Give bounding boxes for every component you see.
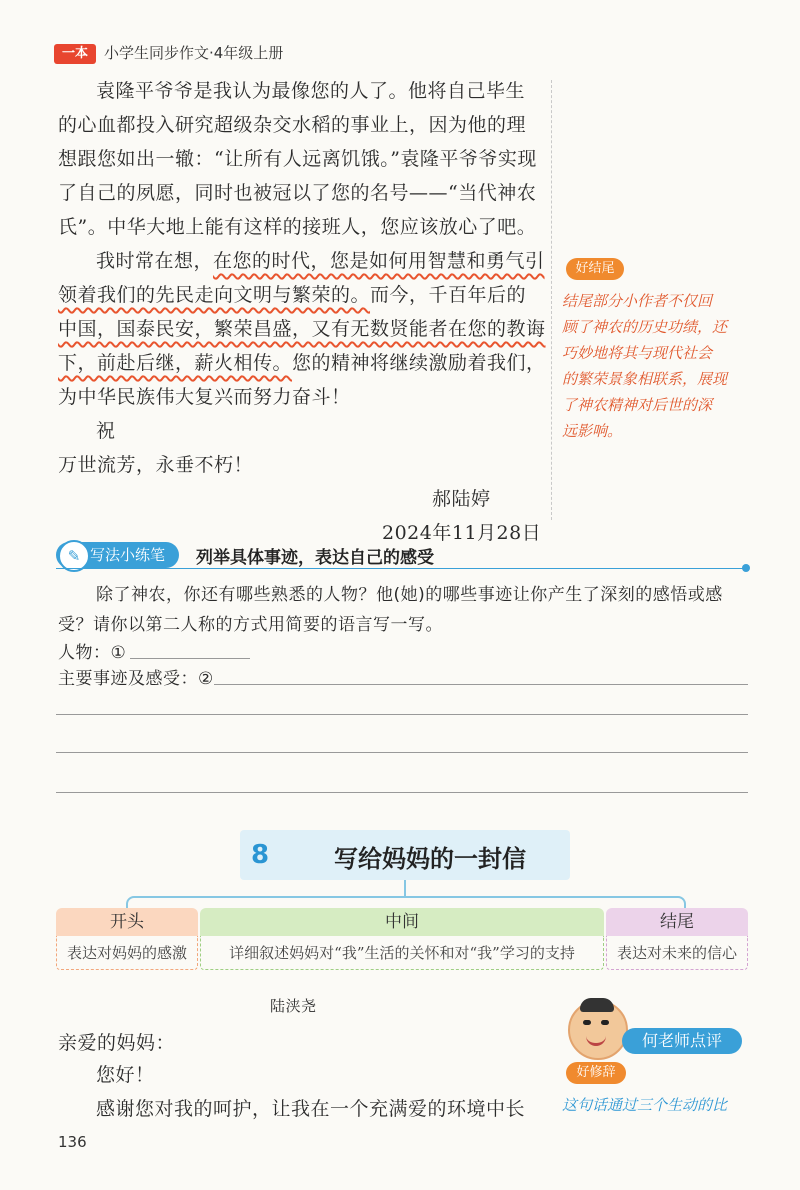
plain-text: 我时常在想， — [96, 250, 214, 272]
practice-badge: 写法小练笔 — [56, 542, 179, 568]
highlighted-ending: 中国，国泰民安，繁荣昌盛，又有无数贤能者在您的教诲 — [58, 318, 546, 340]
practice-rule — [56, 568, 746, 569]
letter1-para2-line-3 — [58, 314, 546, 341]
chapter-number: 8 — [250, 840, 270, 870]
writing-line-2[interactable] — [56, 714, 748, 715]
note-line-1: 结尾部分小作者不仅回 — [562, 292, 713, 310]
deeds-label: 主要事迹及感受：② — [58, 669, 214, 689]
pen-icon: ✎ — [58, 540, 90, 572]
section-head-intro: 开头 — [56, 908, 198, 936]
letter1-para2-line-4 — [58, 348, 546, 375]
practice-prompt-1: 除了神农，你还有哪些熟悉的人物？他(她)的哪些事迹让你产生了深刻的感悟或感 — [96, 585, 723, 605]
chapter-title: 写给妈妈的一封信 — [334, 845, 526, 873]
note-line-4: 的繁荣景象相联系，展现 — [562, 370, 728, 388]
letter2-line-1: 感谢您对我的呵护，让我在一个充满爱的环境中长 — [96, 1098, 526, 1120]
highlighted-ending: 下，前赴后继，薪火相传。 — [58, 352, 293, 374]
letter1-line-1: 袁隆平爷爷是我认为最像您的人了。他将自己毕生 — [96, 80, 526, 102]
section-body-ending: 表达对未来的信心 — [606, 936, 748, 970]
letter1-line-4: 了自己的夙愿，同时也被冠以了您的名号——“当代神农 — [58, 182, 537, 204]
closing-wish: 祝 — [96, 420, 116, 442]
series-logo: 一本 — [54, 44, 96, 64]
person-input-line[interactable] — [130, 658, 250, 659]
letter1-para2-line-1 — [96, 246, 545, 273]
letter1-line-2: 的心血都投入研究超级杂交水稻的事业上，因为他的理 — [58, 114, 527, 136]
section-head-middle: 中间 — [200, 908, 604, 936]
letter2-greeting: 您好！ — [96, 1064, 155, 1086]
letter1-line-3: 想跟您如出一辙：“让所有人远离饥饿。”袁隆平爷爷实现 — [58, 148, 537, 170]
practice-rule-end — [742, 564, 750, 572]
section-head-ending: 结尾 — [606, 908, 748, 936]
teacher-hair — [580, 998, 614, 1012]
letter2-author: 陆浃尧 — [270, 997, 317, 1015]
plain-text: 您的精神将继续激励着我们， — [292, 352, 546, 374]
person-label: 人物：① — [58, 643, 127, 663]
deeds-input-line-1[interactable] — [214, 684, 748, 685]
section-body-intro: 表达对妈妈的感激 — [56, 936, 198, 970]
note-line-6: 远影响。 — [562, 422, 623, 440]
note-line-5: 了神农精神对后世的深 — [562, 396, 713, 414]
letter1-para2-line-2 — [58, 280, 526, 307]
letter2-salutation: 亲爱的妈妈： — [58, 1032, 176, 1054]
date: 2024年11月28日 — [382, 522, 542, 544]
highlighted-ending: 在您的时代，您是如何用智慧和勇气引 — [213, 250, 545, 272]
page-number: 136 — [58, 1133, 87, 1151]
good-rhetoric-tag: 好修辞 — [566, 1062, 626, 1084]
letter1-line-5: 氏”。中华大地上能有这样的接班人，您应该放心了吧。 — [58, 216, 537, 238]
good-ending-tag: 好结尾 — [566, 258, 624, 280]
book-title: 小学生同步作文·4年级上册 — [104, 44, 284, 62]
tree-stem — [404, 880, 406, 896]
note-line-2: 顾了神农的历史功绩，还 — [562, 318, 728, 336]
teacher-eye — [583, 1020, 591, 1025]
teacher-note-line: 这句话通过三个生动的比 — [562, 1096, 728, 1114]
teacher-eye — [601, 1020, 609, 1025]
teacher-comment-badge: 何老师点评 — [622, 1028, 742, 1054]
practice-prompt-2: 受？请你以第二人称的方式用简要的语言写一写。 — [58, 615, 443, 635]
note-line-3: 巧妙地将其与现代社会 — [562, 344, 713, 362]
writing-line-3[interactable] — [56, 752, 748, 753]
plain-text: 而今，千百年后的 — [370, 284, 527, 306]
highlighted-ending: 领着我们的先民走向文明与繁荣的。 — [58, 284, 371, 306]
margin-divider — [551, 80, 552, 520]
signature: 郝陆婷 — [432, 488, 491, 510]
writing-line-4[interactable] — [56, 792, 748, 793]
letter1-para2-line-5: 为中华民族伟大复兴而努力奋斗！ — [58, 386, 351, 408]
closing-blessing: 万世流芳，永垂不朽！ — [58, 454, 254, 476]
section-body-middle: 详细叙述妈妈对“我”生活的关怀和对“我”学习的支持 — [200, 936, 604, 970]
practice-title: 列举具体事迹，表达自己的感受 — [196, 548, 434, 568]
